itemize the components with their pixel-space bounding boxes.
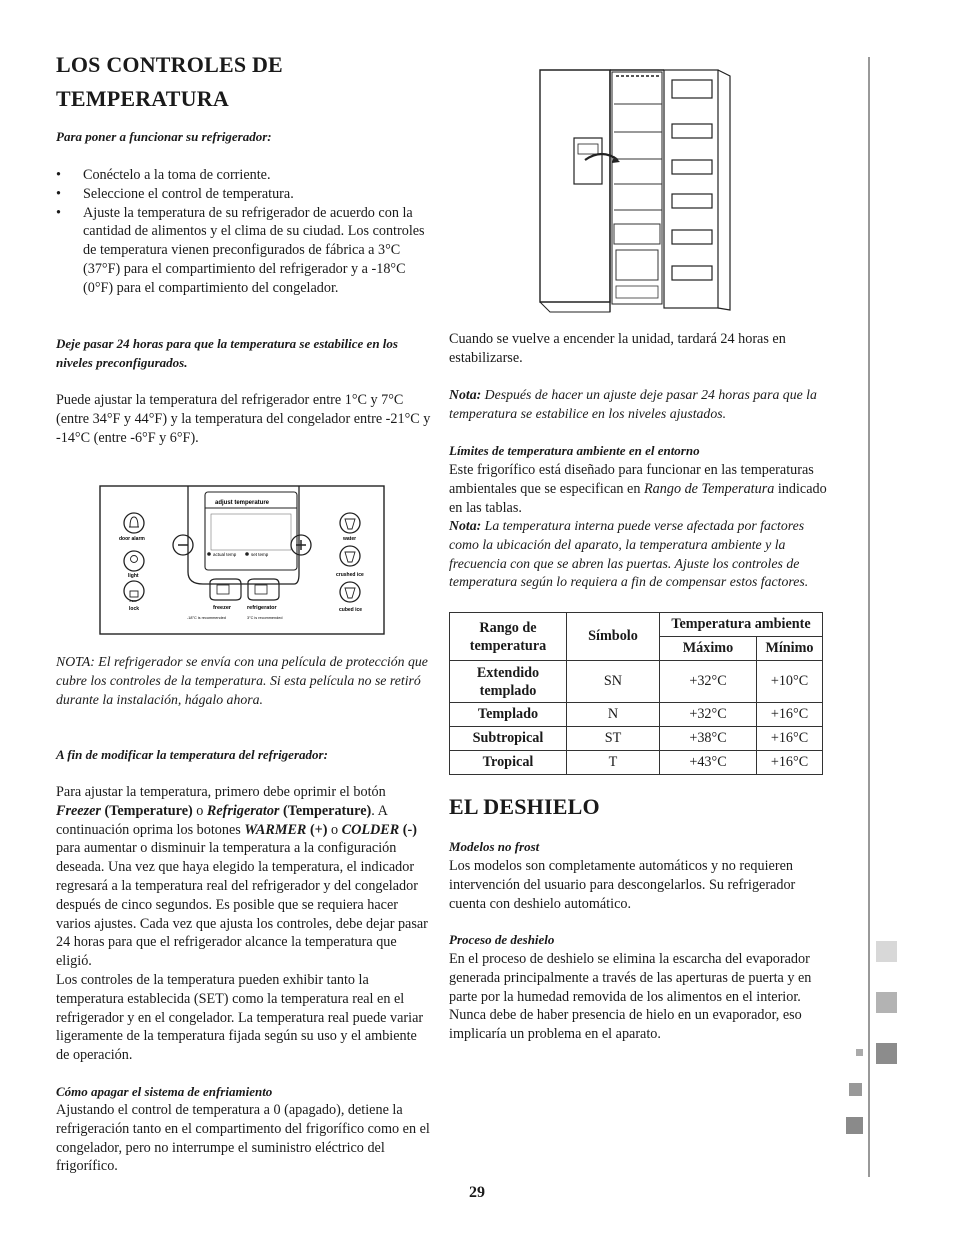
shutdown-text: Ajustando el control de temperatura a 0 (apagado), detiene la refrigeración tanto en el compartimento del frigorífico como en el congelador, pero no interrumpe el suministro eléctrico del frigorífico. [56,1102,430,1175]
limits-text-em: Rango de Temperatura [644,480,775,497]
internal-note [449,517,829,592]
panel-refrigerator-label: refrigerator [247,605,277,611]
list-item: • Ajuste la temperatura de su refrigerador de acuerdo con la cantidad de alimentos y el clima de su ciudad. Los controles de temperatura vienen preconfigurados de fábrica a 3°C (37°F) para el compartimiento del refrigerador y a -18°C (0°F) para el compartimiento del congelador. [56,204,432,298]
margin-square-small [849,1083,862,1096]
panel-crushed-ice-label: crushed ice [336,572,364,578]
defrost-text: En el proceso de deshielo se elimina la escarcha del evaporador generada principalmente a través de las aperturas de puerta y en parte por la humedad removida de los alimentos en el interior. Nunca debe de haber presencia de hielo en un evaporador, eso implicaría un problema en el aparato. [449,951,812,1043]
table-cell-min: +16°C [757,751,823,775]
freezer-term: Freezer [56,802,101,819]
panel-fridge-recommended: 3°C is recommended [247,616,283,620]
panel-water-label: water [343,536,357,542]
panel-door-alarm-label: door alarm [119,536,145,542]
panel-hold-3sec: 3 sec [129,599,137,603]
table-cell-range: Extendido templado [450,661,567,703]
panel-freezer-label: freezer [213,605,232,611]
panel-freezer-recommended: -18°C is recommended [187,616,226,620]
table-cell-min: +16°C [757,727,823,751]
film-note-label: NOTA: [56,654,95,669]
film-note [56,653,432,709]
film-note-text: El refrigerador se envía con una película de protección que cubre los controles de la temperatura. Si esta película no se retiró durante la instalación, hágalo ahora. [56,654,428,707]
table-cell-max: +43°C [660,751,757,775]
modify-text-3: para aumentar o disminuir la temperatura a la configuración deseada. Una vez que haya elegido la temperatura, el indicador regresará a la temperatura real del refrigerador y del congelador después de cinco segundos. Es posible que se requiera hacer varios ajustes. Cada vez que ajusta los controles, debe dejar pasar 24 horas para que el refrigerador alcance la temperatura que eligió. [56,840,428,970]
modify-text-2: A continuación oprima los botones [56,802,388,838]
modify-text-4: Los controles de la temperatura pueden exhibir tanto la temperatura establecida (SET) como la temperatura real en el refrigerador y en el congelador. La temperatura real puede variar ligeramente de la temperatura fijada según su uso y el ambiente de operación. [56,971,424,1064]
margin-square-tiny [856,1049,863,1056]
table-cell-max: +32°C [660,661,757,703]
table-header-max: Máximo [660,637,757,661]
panel-light-label: light [128,573,139,579]
refrigerator-term: Refrigerator [206,802,280,819]
nofrost-label: Modelos no frost [449,839,540,854]
panel-cubed-ice-label: cubed ice [339,607,363,613]
table-row [450,703,823,727]
list-item: • Conéctelo a la toma de corriente. [56,166,432,185]
modify-instructions: Para ajustar la temperatura, primero debe oprimir el botón Freezer (Temperature) o Refrigerator (Temperature). A continuación oprima los botones WARMER (+) o COLDER (-) para aumentar o disminuir la temperatura a la configuración deseada. Una vez que haya elegido la temperatura, el indicador regresará a la temperatura real del refrigerador y del congelador después de cinco segundos. Es posible que se requiera hacer varios ajustes. Cada vez que ajusta los controles, debe dejar pasar 24 horas para que el refrigerador alcance la temperatura que eligió. Los controles de la temperatura pueden exhibir tanto la temperatura establecida (SET) como la temperatura real en el refrigerador y en el congelador. La temperatura real puede variar ligeramente de la temperatura fijada según su uso y el ambiente de operación. [56,783,432,1065]
margin-divider-line [868,57,870,1177]
colder-term: COLDER [341,821,400,838]
limits-text [449,461,829,517]
table-cell-symbol: T [567,751,660,775]
panel-adjust-temperature-label: adjust temperature [215,500,270,506]
table-cell-max: +38°C [660,727,757,751]
heading-line-1: LOS CONTROLES DE [56,52,283,77]
table-header-symbol: Símbolo [567,613,660,661]
table-row [450,727,823,751]
conjunction-o-1: o [196,802,204,819]
control-panel-illustration [99,484,386,636]
table-cell-symbol: ST [567,727,660,751]
table-cell-symbol: N [567,703,660,727]
shutdown-label: Cómo apagar el sistema de enfriamiento [56,1084,273,1099]
refrigerator-illustration [536,64,746,316]
table-row [450,661,823,703]
table-header-min: Mínimo [757,637,823,661]
table-cell-min: +16°C [757,703,823,727]
limits-label: Límites de temperatura ambiente en el entorno [449,443,700,458]
table-row [450,751,823,775]
list-item: • Seleccione el control de temperatura. [56,185,432,204]
table-header-ambient: Temperatura ambiente [660,613,823,637]
margin-square-dark [876,1043,897,1064]
table-header-range: Rango de temperatura [450,613,567,661]
setup-steps-list [56,166,432,298]
defrost-label: Proceso de deshielo [449,932,555,947]
panel-actual-temp-label: actual temp [213,552,237,557]
table-cell-symbol: SN [567,661,660,703]
minus-term: (-) [402,821,417,838]
ambient-temperature-table [449,612,823,775]
adjust-range-text: Puede ajustar la temperatura del refrigerador entre 1°C y 7°C (entre 34°F y 44°F) y la temperatura del congelador entre -21°C y -14°C (entre -6°F y 6°F). [56,392,431,446]
page-number: 29 [469,1184,485,1201]
nofrost-text: Los modelos son completamente automáticos y no requieren intervención del usuario para descongelarlos. Su refrigerador cuenta con deshielo automático. [449,858,796,912]
heading-line-2: TEMPERATURA [56,86,229,111]
limits-text-a: Este frigorífico está diseñado para funcionar en las temperaturas ambientales que se especifican en [449,462,814,497]
wait-note: Deje pasar 24 horas para que la temperatura se estabilice en los niveles preconfigurados. [56,336,398,370]
panel-set-temp-label: set temp [251,552,269,557]
restart-text: Cuando se vuelve a encender la unidad, tardará 24 horas en estabilizarse. [449,331,786,366]
internal-note-label: Nota: [449,518,482,533]
panel-lock-label: lock [129,606,140,612]
modify-text-1: Para ajustar la temperatura, primero debe oprimir el botón [56,784,386,800]
limits-text-b: indicado en las tablas. [449,480,827,516]
temperature-term-2: (Temperature) [282,802,372,819]
adjust-note [449,386,829,424]
conjunction-o-2: o [331,821,339,838]
modify-label: A fin de modificar la temperatura del refrigerador: [56,747,328,762]
table-cell-min: +10°C [757,661,823,703]
internal-note-text: La temperatura interna puede verse afectada por factores como la ubicación del aparato, la temperatura ambiente y la frecuencia con que se abren las puertas. Ajuste los controles de temperatura según lo requiera a fin de compensar estos factores. [449,518,809,590]
section-heading-defrost: EL DESHIELO [449,794,600,819]
section-heading-temperature-controls [56,48,376,116]
table-cell-range: Subtropical [450,727,567,751]
warmer-term: WARMER [244,821,307,838]
table-cell-range: Tropical [450,751,567,775]
adjust-note-text: Después de hacer un ajuste deje pasar 24 horas para que la temperatura se estabilice en los niveles ajustados. [449,387,817,421]
table-cell-range: Templado [450,703,567,727]
table-cell-max: +32°C [660,703,757,727]
adjust-note-label: Nota: [449,387,482,402]
temperature-term-1: (Temperature) [104,802,193,819]
margin-square-medium [876,992,897,1013]
plus-term: (+) [309,821,328,838]
intro-label: Para poner a funcionar su refrigerador: [56,129,272,144]
margin-square-light [876,941,897,962]
margin-square-medium-small [846,1117,863,1134]
